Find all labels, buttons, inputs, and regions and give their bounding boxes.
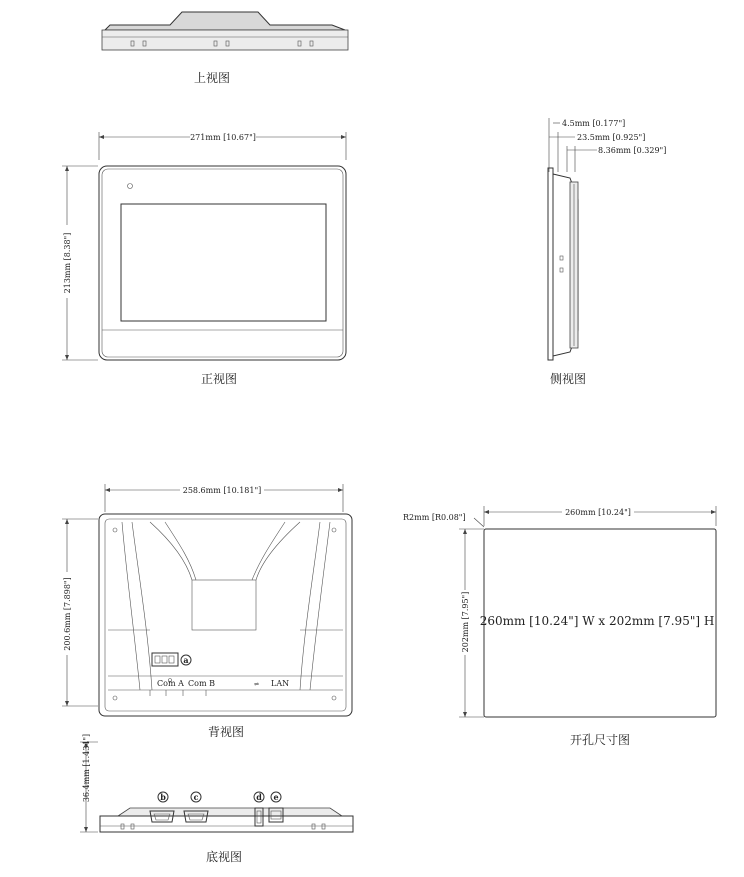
callout-b: b — [160, 792, 166, 802]
top-view-caption: 上视图 — [193, 71, 231, 85]
side-dim-3: 8.36mm [0.329"] — [598, 146, 667, 155]
side-dim-2: 23.5mm [0.925"] — [577, 133, 646, 142]
callout-a: a — [183, 655, 189, 665]
cutout-view — [403, 506, 716, 747]
usb-icon: ⇌ — [254, 681, 260, 688]
side-front-plate — [548, 168, 553, 360]
cutout-height-label: 202mm [7.95"] — [461, 591, 470, 653]
back-view — [62, 484, 352, 739]
back-ribs — [108, 522, 343, 690]
cutout-width-label: 260mm [10.24"] — [565, 508, 631, 517]
front-bezel-inner — [102, 169, 343, 357]
front-bezel-outer — [99, 166, 346, 360]
bottom-view — [80, 734, 353, 864]
bottom-depth-label: 36.4mm [1.434"] — [82, 733, 91, 803]
side-view-caption: 侧视图 — [549, 372, 587, 386]
cutout-size-text: 260mm [10.24"] W x 202mm [7.95"] H — [479, 614, 715, 628]
callout-c: c — [193, 792, 199, 802]
top-view — [102, 12, 348, 85]
front-indicator-light — [128, 184, 133, 189]
back-bezel — [99, 514, 352, 716]
back-cover — [105, 519, 346, 711]
back-screws — [113, 528, 336, 700]
front-screen — [121, 204, 326, 321]
back-power-terminal — [152, 653, 191, 666]
bottom-callouts — [158, 792, 281, 802]
callout-d: d — [256, 792, 262, 802]
front-view — [62, 132, 346, 386]
front-height-label: 213mm [8.38"] — [63, 232, 72, 294]
front-width-label: 271mm [10.67"] — [190, 133, 256, 142]
back-view-caption: 背视图 — [207, 725, 245, 739]
port-label-lan: LAN — [271, 679, 290, 688]
callout-e: e — [273, 792, 279, 802]
port-label-com-a: Com A — [157, 679, 184, 688]
back-port-labels — [157, 679, 289, 688]
cutout-radius-label: R2mm [R0.08"] — [403, 513, 466, 522]
cutout-caption: 开孔尺寸图 — [569, 733, 631, 747]
back-height-label: 200.6mm [7.898"] — [63, 577, 72, 651]
top-view-bezel — [105, 12, 345, 30]
back-width-label: 258.6mm [10.181"] — [182, 486, 262, 495]
bottom-rear-cover — [118, 808, 342, 816]
bottom-view-caption: 底视图 — [205, 850, 243, 864]
port-label-com-b: Com B — [188, 679, 215, 688]
front-view-caption: 正视图 — [200, 372, 238, 386]
top-view-body — [102, 30, 348, 50]
side-view — [548, 118, 666, 386]
side-dim-1: 4.5mm [0.177"] — [562, 119, 626, 128]
bottom-clips — [121, 824, 325, 829]
